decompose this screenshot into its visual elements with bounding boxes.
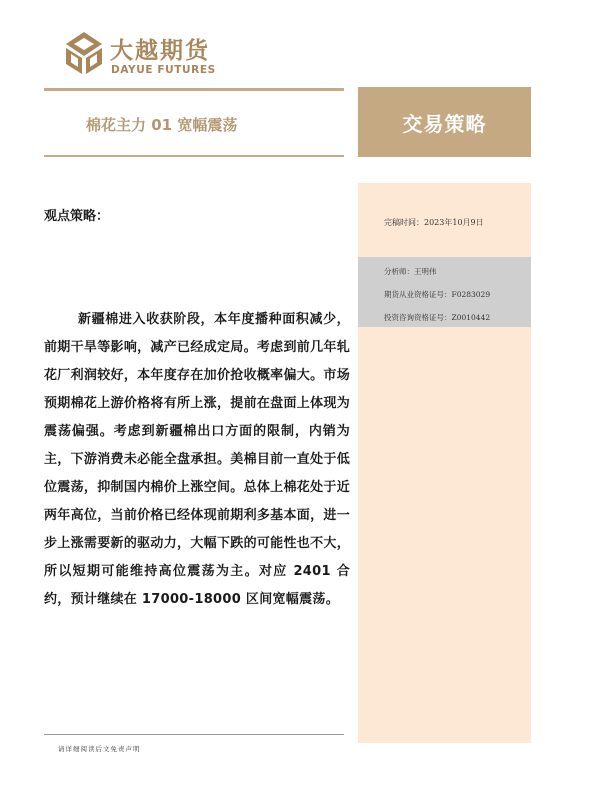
finish-time: 完稿时间：2023年10月9日 xyxy=(384,218,484,227)
analyst-info-box xyxy=(358,257,531,327)
brand-name-en: DAYUE FUTURES xyxy=(111,64,216,76)
logo-diamond-icon xyxy=(64,30,104,76)
header-rule-bottom xyxy=(44,155,344,157)
footer-disclaimer: 请详细阅读后文免责声明 xyxy=(58,745,141,753)
investment-license: 投资咨询资格证号：Z0010442 xyxy=(384,313,491,322)
report-category-label: 交易策略 xyxy=(402,112,487,136)
section-heading: 观点策略： xyxy=(44,209,110,224)
futures-license: 期货从业资格证号：F0283029 xyxy=(384,290,491,299)
sidebar-panel xyxy=(358,183,531,743)
brand-name-cn: 大越期货 xyxy=(110,38,210,64)
footer-divider xyxy=(44,734,344,735)
brand-logo xyxy=(64,30,234,82)
report-title: 棉花主力 01 宽幅震荡 xyxy=(86,116,238,134)
analyst-name: 分析师：王明伟 xyxy=(384,267,437,276)
header-rule-top xyxy=(44,88,344,91)
report-category-banner xyxy=(358,87,531,157)
strategy-paragraph: 新疆棉进入收获阶段，本年度播种面积减少，前期干旱等影响，减产已经成定局。考虑到前几年轧花厂利润较好，本年度存在加价抢收概率偏大。市场预期棉花上游价格将有所上涨，提前在盘面上体现为震荡偏强。考虑到新疆棉出口方面的限制，内销为主，下游消费未必能全盘承担。美棉目前一直处于低位震荡，抑制国内棉价上涨空间。总体上棉花处于近两年高位，当前价格已经体现前期利多基本面，进一步上涨需要新的驱动力，大幅下跌的可能性也不大，所以短期可能维持高位震荡为主。对应 2401 合约，预计继续在 17000-18000 区间宽幅震荡。 xyxy=(44,312,350,607)
